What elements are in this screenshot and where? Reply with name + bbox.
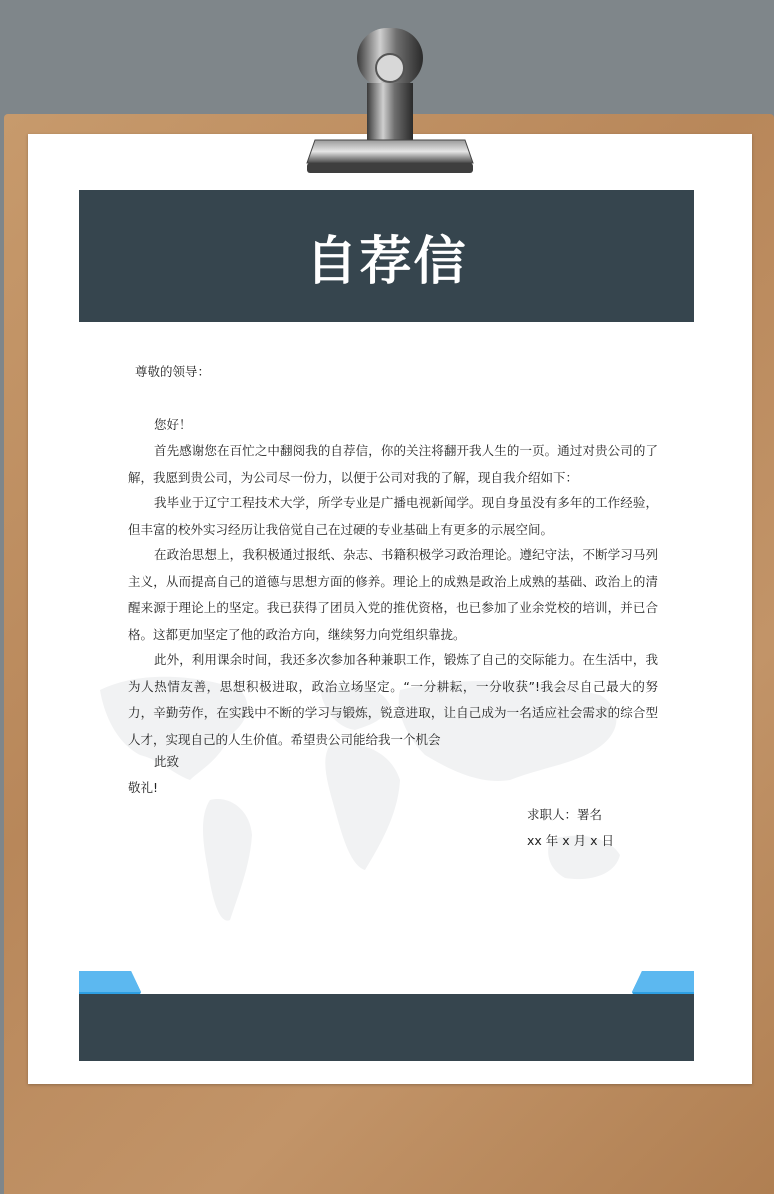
closing-line-1: 此致 — [154, 754, 180, 769]
signature: 求职人：署名 — [527, 807, 603, 822]
paragraph-education: 我毕业于辽宁工程技术大学，所学专业是广播电视新闻学。现自身虽没有多年的工作经验，但丰富的校外实习经历让我倍觉自己在过硬的专业基础上有更多的示展空间。 — [128, 495, 658, 537]
page-title: 自荐信 — [305, 231, 468, 292]
salutation: 尊敬的领导： — [135, 364, 211, 379]
footer-bar — [79, 994, 694, 1061]
paragraph-intro: 首先感谢您在百忙之中翻阅我的自荐信，你的关注将翻开我人生的一页。通过对贵公司的了解，我愿到贵公司，为公司尽一份力，以便于公司对我的了解，现自我介绍如下： — [128, 443, 658, 485]
paragraph-politics: 在政治思想上，我积极通过报纸、杂志、书籍积极学习政治理论。遵纪守法，不断学习马列主义，从而提高自己的道德与思想方面的修养。理论上的成熟是政治上成熟的基础、政治上的清醒来源于理论上的坚定。我已获得了团员入党的推优资格，也已参加了业余党校的培训，并已合格。这都更加坚定了他的政治方向，继续努力向党组织靠拢。 — [128, 547, 658, 642]
closing-line-2: 敬礼! — [128, 780, 159, 795]
paragraph-experience: 此外，利用课余时间，我还多次参加各种兼职工作，锻炼了自己的交际能力。在生活中，我为人热情友善，思想积极进取，政治立场坚定。“一分耕耘，一分收获”!我会尽自己最大的努力，辛勤劳作，在实践中不断的学习与锻炼，锐意进取，让自己成为一名适应社会需求的综合型人才，实现自己的人生价值。希望贵公司能给我一个机会 — [128, 652, 658, 747]
hello-line: 您好！ — [154, 417, 192, 432]
binder-clip — [305, 28, 475, 178]
header-banner — [79, 190, 694, 322]
date-line: xx 年 x 月 x 日 — [527, 833, 614, 848]
